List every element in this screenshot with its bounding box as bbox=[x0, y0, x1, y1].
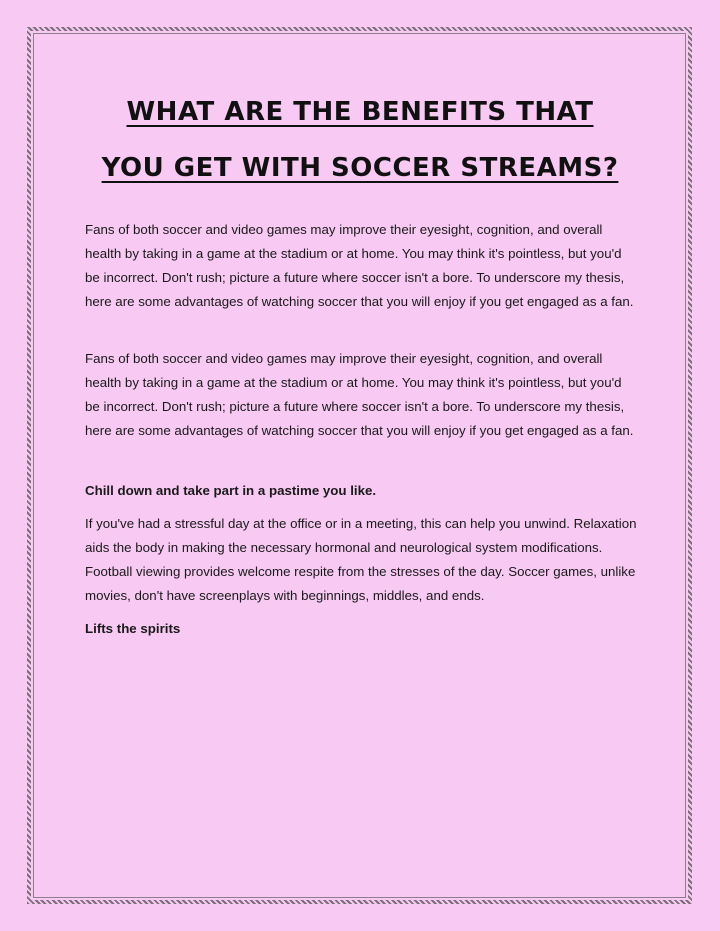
paragraph-relax: If you've had a stressful day at the office or in a meeting, this can help you unwind. Relaxation aids the body in making the necessary hormonal and neurological system modifications. Football viewing provides welcome respite from the stresses of the day. Soccer games, unlike movies, don't have screenplays with beginnings, middles, and ends. bbox=[85, 516, 637, 603]
title-line-1: WHAT ARE THE BENEFITS THAT bbox=[126, 97, 594, 127]
paragraph-intro: Fans of both soccer and video games may improve their eyesight, cognition, and overall health by taking in a game at the stadium or at home. You may think it's pointless, but you'd be incorrect. Don't rush; picture a future where soccer isn't a bore. To underscore my thesis, here are some advantages of watching soccer that you will enjoy if you get engaged as a fan. bbox=[85, 222, 634, 309]
document-body bbox=[85, 218, 637, 641]
title-line-2: YOU GET WITH SOCCER STREAMS? bbox=[101, 153, 619, 183]
section-heading-chill: Chill down and take part in a pastime you like. bbox=[85, 483, 377, 498]
paragraph-intro-repeat: Fans of both soccer and video games may improve their eyesight, cognition, and overall health by taking in a game at the stadium or at home. You may think it's pointless, but you'd be incorrect. Don't rush; picture a future where soccer isn't a bore. To underscore my thesis, here are some advantages of watching soccer that you will enjoy if you get engaged as a fan. bbox=[85, 351, 634, 438]
section-heading-spirits: Lifts the spirits bbox=[85, 621, 181, 636]
document-title bbox=[85, 84, 635, 196]
